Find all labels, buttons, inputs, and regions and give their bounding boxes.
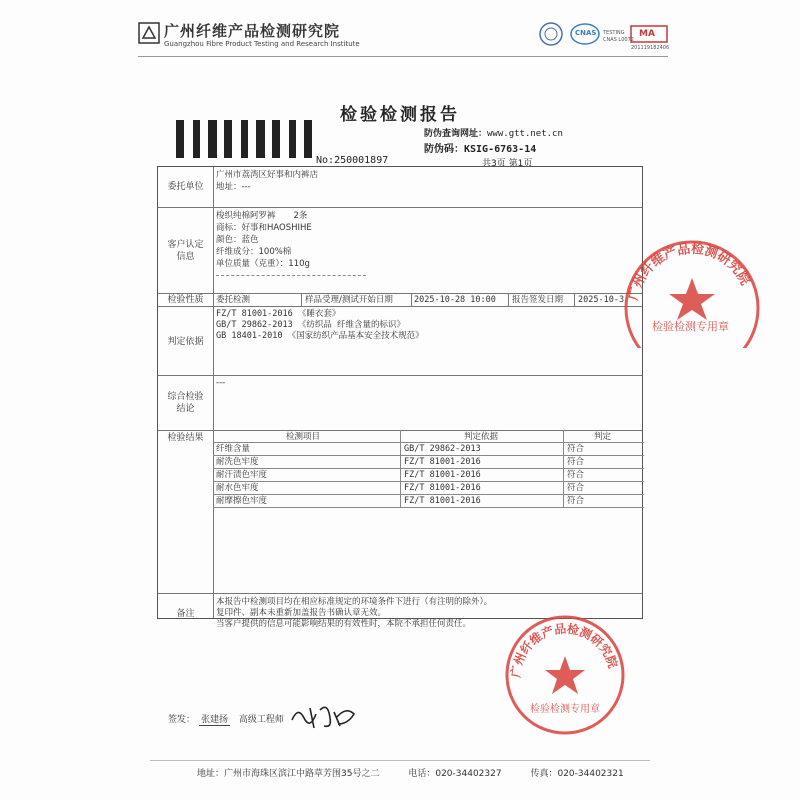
received-label: 样品受理/测试开始日期 <box>305 295 393 305</box>
inspection-label: 检验性质 <box>167 295 204 305</box>
accreditation-marks <box>535 20 675 52</box>
top-seal-bottom-text: 检验检测专用章 <box>652 320 729 333</box>
sample-label-line1: 客户认定 <box>167 240 204 250</box>
report-table <box>157 166 643 629</box>
sample-weight: 单位质量（克重）：110g <box>216 259 310 269</box>
signer-name: 张建扬 <box>201 715 229 725</box>
results-row-divider <box>213 455 644 456</box>
inspection-seal-bottom <box>500 610 630 740</box>
signer-title: 高级工程师 <box>238 715 284 725</box>
sample-brand: 商标：好事和HAOSHIHE <box>216 223 312 233</box>
signature-label: 签发： <box>168 715 196 725</box>
client-address: 地址：--- <box>216 182 251 192</box>
label-column-divider <box>213 167 214 618</box>
anti-fake-code-line: 防伪码：KSIG-6763-14 <box>424 144 537 155</box>
result-basis: FZ/T 81001-2016 <box>404 496 481 506</box>
remark-line: 本报告中检测项目均在相应标准规定的环境条件下进行（有注明的除外）。 <box>216 597 493 607</box>
remark-line: 复印件、副本未重新加盖报告书确认章无效。 <box>216 608 387 618</box>
page-info: 共3页 第1页 <box>482 159 533 169</box>
result-verdict: 符合 <box>567 457 585 467</box>
result-basis: GB/T 29862-2013 <box>404 444 481 454</box>
result-item: 耐摩擦色牢度 <box>216 496 268 506</box>
cell-divider <box>301 293 302 306</box>
results-row-divider <box>213 507 644 508</box>
inspection-seal-top <box>612 238 800 348</box>
conclusion-label-line1: 综合检验 <box>167 392 204 402</box>
cell-divider <box>411 293 412 306</box>
basis-line: GB 18401-2010 《国家纺织产品基本安全技术规范》 <box>216 331 424 341</box>
report-title: 检验检测报告 <box>340 105 460 125</box>
client-name: 广州市荔湾区好事和内裤店 <box>216 170 319 180</box>
remarks-label: 备注 <box>176 609 195 619</box>
institute-name-en: Guangzhou Fibre Product Testing and Research Institute <box>164 40 360 48</box>
results-header-divider <box>213 442 644 443</box>
sample-product: 梭织纯棉阿罗裤 2条 <box>216 211 308 221</box>
header-divider <box>138 56 668 57</box>
cnas-id: CNAS L0072 <box>603 37 634 43</box>
bottom-seal-bottom-text: 检验检测专用章 <box>530 704 600 715</box>
result-item: 耐洗色牢度 <box>216 457 259 467</box>
footer-contact <box>197 766 630 779</box>
cell-divider <box>574 293 575 306</box>
handwritten-signature <box>288 700 360 732</box>
conclusion-label-line2: 结论 <box>176 404 195 414</box>
signature-block <box>168 712 284 725</box>
footer-fax: 传真：020-34402321 <box>530 769 624 779</box>
bottom-seal-ring-text: 广州纤维产品检测研究院 <box>508 621 620 679</box>
results-row-divider <box>213 494 644 495</box>
result-verdict: 符合 <box>567 470 585 480</box>
cell-divider <box>508 293 509 306</box>
basis-label: 判定依据 <box>167 337 204 347</box>
basis-line: GB/T 29862-2013 《纺织品 纤维含量的标识》 <box>216 320 405 330</box>
row-divider <box>158 207 642 208</box>
issued-date: 2025-10-3 <box>578 295 625 305</box>
ma-id: 201119182406 <box>631 45 670 51</box>
results-header-verdict: 判定 <box>594 432 612 442</box>
results-row-divider <box>213 468 644 469</box>
sample-label-line2: 信息 <box>176 252 195 262</box>
basis-line: FZ/T 81001-2016 《睡衣套》 <box>216 309 341 319</box>
sample-dash <box>216 275 366 276</box>
conclusion-value: --- <box>216 378 226 388</box>
row-divider <box>158 593 642 594</box>
result-basis: FZ/T 81001-2016 <box>404 470 481 480</box>
issued-label: 报告签发日期 <box>512 295 564 305</box>
received-date: 2025-10-28 10:00 <box>414 295 496 305</box>
results-label: 检验结果 <box>167 433 204 443</box>
results-row-divider <box>213 481 644 482</box>
ma-label: MA <box>639 29 655 39</box>
footer-address: 地址：广州市海珠区滨江中路草芳围35号之二 <box>197 769 380 779</box>
testing-label: TESTING <box>603 30 625 36</box>
top-seal-ring-text: 广州纤维产品检测研究院 <box>626 241 753 303</box>
barcode-icon <box>172 120 312 158</box>
result-item: 纤维含量 <box>216 444 251 454</box>
results-header-basis: 判定依据 <box>464 432 499 442</box>
inspection-nature: 委托检测 <box>216 295 251 305</box>
footer-divider <box>150 760 650 761</box>
result-basis: FZ/T 81001-2016 <box>404 483 481 493</box>
row-divider <box>158 293 642 294</box>
client-label: 委托单位 <box>167 182 204 192</box>
row-divider <box>158 375 642 376</box>
results-col-divider <box>563 430 564 507</box>
cnas-label: CNAS <box>575 29 597 37</box>
result-item: 耐汗渍色牢度 <box>216 470 268 480</box>
result-verdict: 符合 <box>567 496 585 506</box>
remark-line: 当客户提供的信息可能影响结果的有效性时，本院不承担任何责任。 <box>216 619 472 629</box>
results-col-divider <box>400 430 401 507</box>
institute-name-cn: 广州纤维产品检测研究院 <box>164 22 341 40</box>
report-number: No:250001897 <box>316 155 389 166</box>
result-verdict: 符合 <box>567 444 585 454</box>
result-basis: FZ/T 81001-2016 <box>404 457 481 467</box>
results-header-item: 检测项目 <box>286 432 321 442</box>
footer-phone: 电话：020-34402327 <box>408 769 502 779</box>
institute-logo-icon <box>138 22 160 44</box>
result-verdict: 符合 <box>567 483 585 493</box>
result-item: 耐水色牢度 <box>216 483 259 493</box>
sample-color: 颜色：蓝色 <box>216 235 259 245</box>
sample-fiber: 纤维成分：100%棉 <box>216 247 292 257</box>
row-divider <box>158 306 642 307</box>
query-url-line: 防伪查询网址：www.gtt.net.cn <box>424 129 563 139</box>
